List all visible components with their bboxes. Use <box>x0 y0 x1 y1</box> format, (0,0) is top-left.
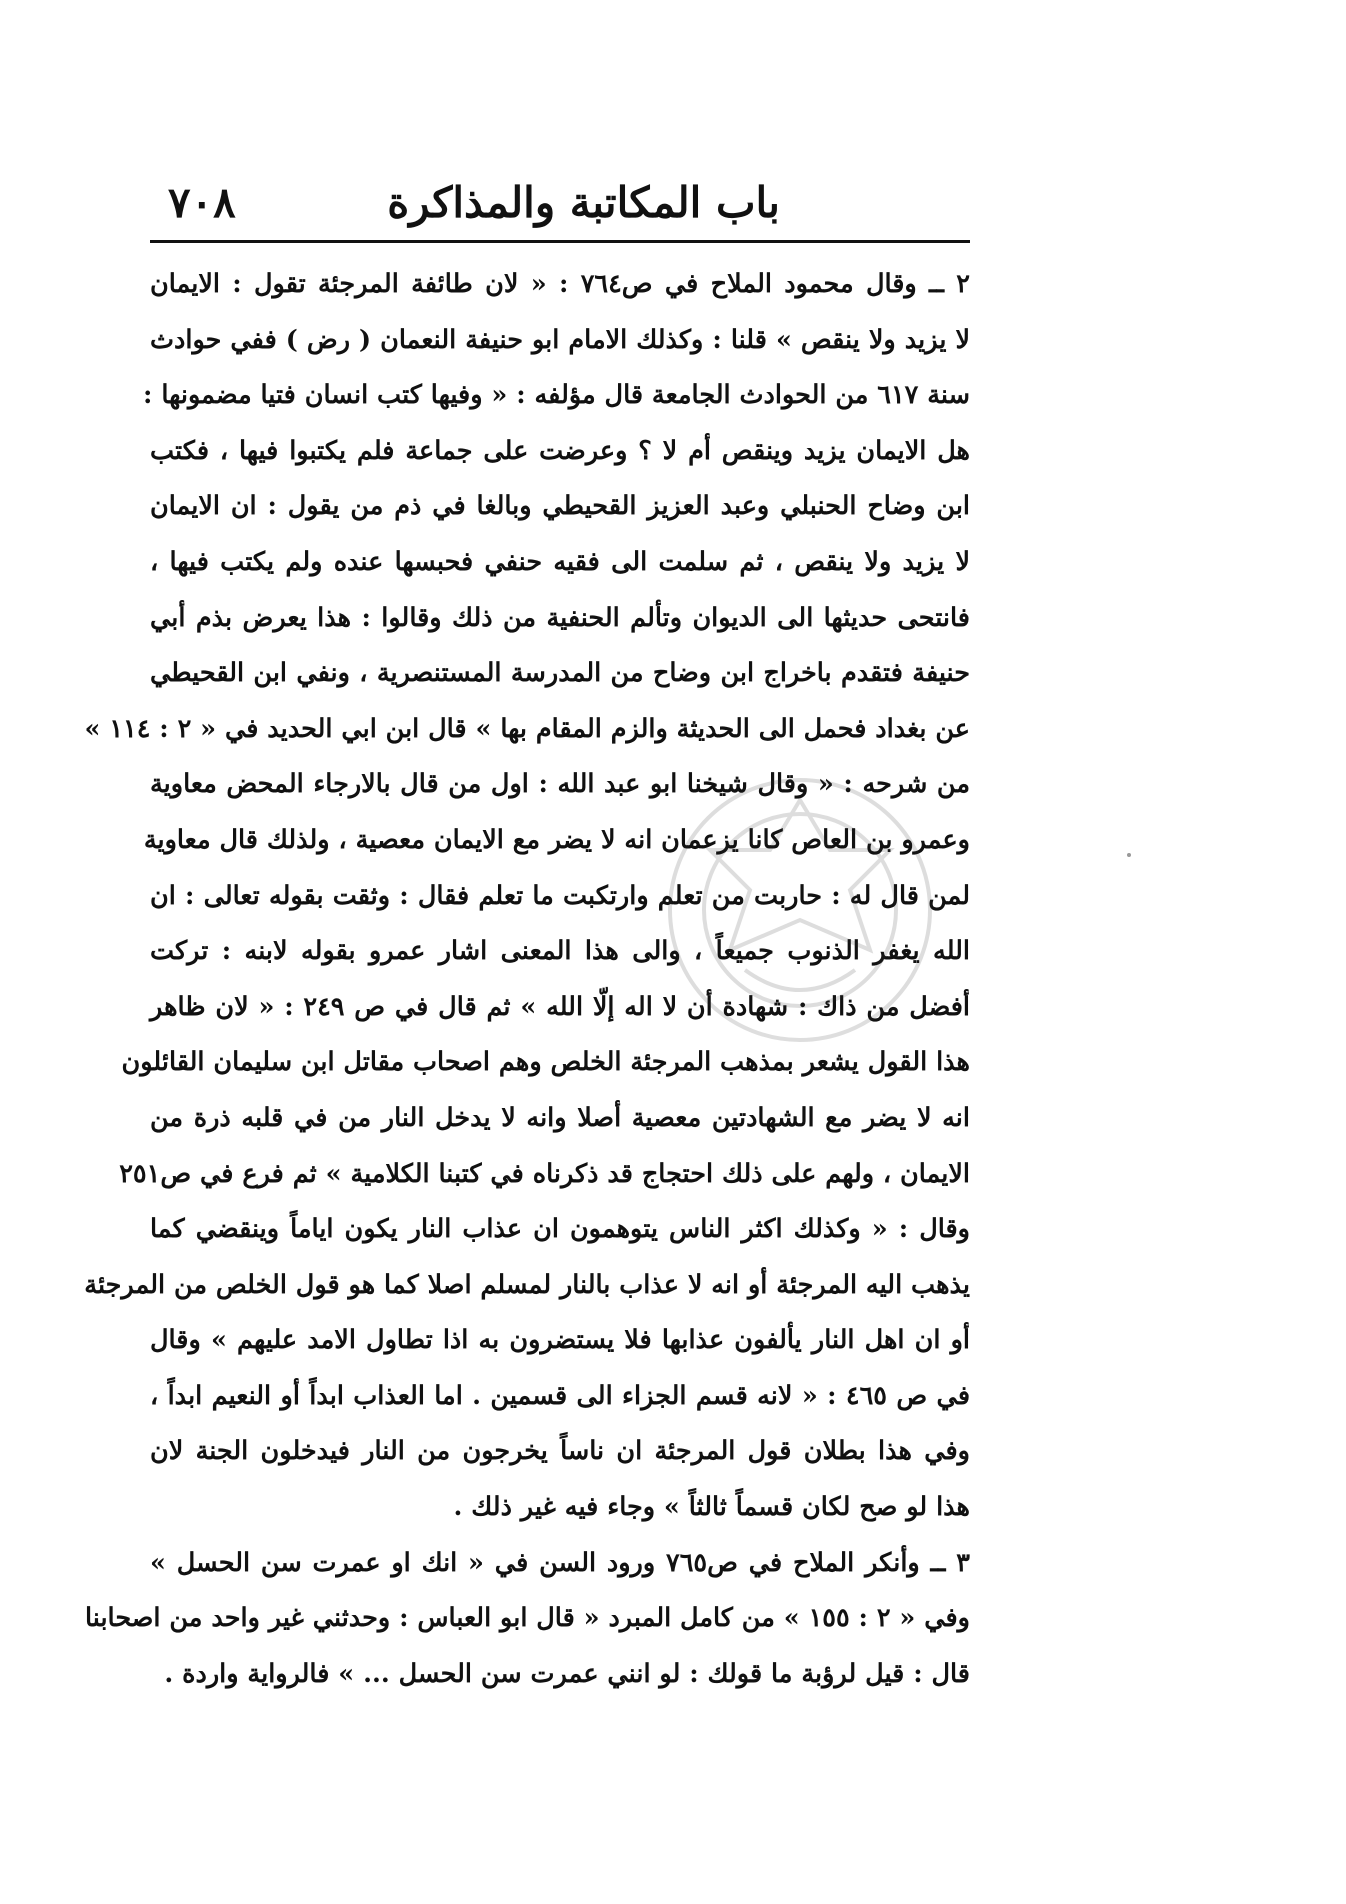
scan-speck <box>1127 853 1131 857</box>
library-seal-watermark <box>650 760 950 1060</box>
text-line: لا يزيد ولا ينقص ، ثم سلمت الى فقيه حنفي فحبسها عنده ولم يكتب فيها ، <box>150 546 970 577</box>
page-number: ٧٠٨ <box>168 178 236 227</box>
text-line: في ص ٤٦٥ : « لانه قسم الجزاء الى قسمين . اما العذاب ابداً أو النعيم ابداً ، <box>150 1380 971 1411</box>
text-line: وقال : « وكذلك اكثر الناس يتوهمون ان عذاب النار يكون اياماً وينقضي كما <box>150 1214 970 1245</box>
text-line: هذا لو صح لكان قسماً ثالثاً » وجاء فيه غير ذلك . <box>453 1492 970 1523</box>
text-line: حنيفة فتقدم باخراج ابن وضاح من المدرسة المستنصرية ، ونفي ابن القحيطي <box>150 658 970 689</box>
text-line: وفي هذا بطلان قول المرجئة ان ناساً يخرجون من النار فيدخلون الجنة لان <box>150 1436 970 1467</box>
text-line: ٢ ــ وقال محمود الملاح في ص٧٦٤ : « لان طائفة المرجئة تقول : الايمان <box>150 269 970 299</box>
text-line: ابن وضاح الحنبلي وعبد العزيز القحيطي وبالغا في ذم من يقول : ان الايمان <box>150 491 970 522</box>
text-line: من شرحه : « وقال شيخنا ابو عبد الله : اول من قال بالارجاء المحض معاوية <box>150 769 970 800</box>
text-line: سنة ٦١٧ من الحوادث الجامعة قال مؤلفه : « وفيها كتب انسان فتيا مضمونها : <box>143 380 970 411</box>
document-page <box>84 170 971 1810</box>
text-line: ٣ ــ وأنكر الملاح في ص٧٦٥ ورود السن في « انك او عمرت سن الحسل » <box>150 1547 970 1578</box>
text-line: هل الايمان يزيد وينقص أم لا ؟ وعرضت على جماعة فلم يكتبوا فيها ، فكتب <box>150 435 970 466</box>
page-title: باب المكاتبة والمذاكرة <box>387 178 780 227</box>
text-line: وفي « ٢ : ١٥٥ » من كامل المبرد « قال ابو العباس : وحدثني غير واحد من اصحابنا <box>84 1603 970 1634</box>
text-line: لا يزيد ولا ينقص » قلنا : وكذلك الامام ابو حنيفة النعمان ( رض ) ففي حوادث <box>150 324 970 355</box>
text-line: أو ان اهل النار يألفون عذابها فلا يستضرون به اذا تطاول الامد عليهم » وقال <box>150 1325 970 1356</box>
text-line: الله يغفر الذنوب جميعاً ، والى هذا المعنى اشار عمرو بقوله لابنه : تركت <box>150 936 970 967</box>
text-line: فانتحى حديثها الى الديوان وتألم الحنفية من ذلك وقالوا : هذا يعرض بذم أبي <box>150 602 970 633</box>
text-line: قال : قيل لرؤبة ما قولك : لو انني عمرت سن الحسل ... » فالرواية واردة . <box>164 1658 970 1689</box>
text-line: الايمان ، ولهم على ذلك احتجاج قد ذكرناه في كتبنا الكلامية » ثم فرع في ص٢٥١ <box>119 1158 970 1189</box>
text-line: هذا القول يشعر بمذهب المرجئة الخلص وهم اصحاب مقاتل ابن سليمان القائلون <box>121 1047 970 1078</box>
text-line: وعمرو بن العاص كانا يزعمان انه لا يضر مع الايمان معصية ، ولذلك قال معاوية <box>143 824 970 855</box>
text-line: انه لا يضر مع الشهادتين معصية أصلا وانه لا يدخل النار من في قلبه ذرة من <box>150 1102 970 1133</box>
text-line: عن بغداد فحمل الى الحديثة والزم المقام بها » قال ابن ابي الحديد في « ٢ : ١١٤ » <box>84 713 970 744</box>
text-line: يذهب اليه المرجئة أو انه لا عذاب بالنار لمسلم اصلا كما هو قول الخلص من المرجئة <box>84 1269 970 1300</box>
text-line: لمن قال له : حاربت من تعلم وارتكبت ما تعلم فقال : وثقت بقوله تعالى : ان <box>150 880 970 911</box>
page-header <box>150 170 970 243</box>
text-line: أفضل من ذاك : شهادة أن لا اله إلّا الله » ثم قال في ص ٢٤٩ : « لان ظاهر <box>150 991 970 1022</box>
